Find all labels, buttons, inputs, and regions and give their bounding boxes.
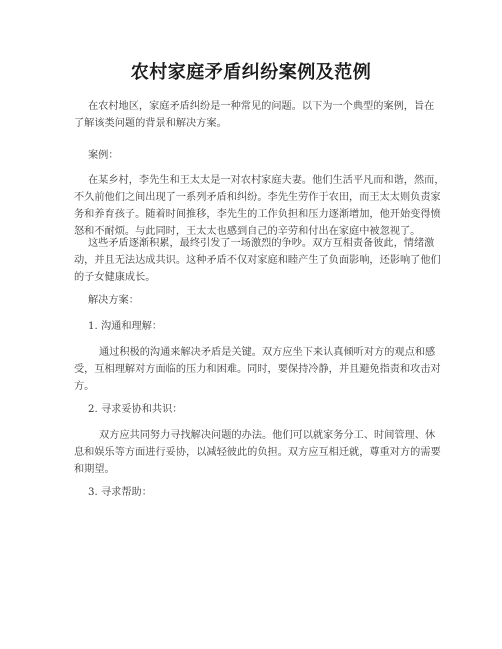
case-line: 这些矛盾逐渐积累，最终引发了一场激烈的争吵。双方互相责备彼此，情绪激	[88, 238, 435, 249]
item1-line: 方。	[74, 381, 95, 392]
case-line: 不久前他们之间出现了一系列矛盾和纠纷。李先生劳作于农田，而王太太则负责家	[74, 192, 441, 203]
item2-line: 息和娱乐等方面进行妥协，以减轻彼此的负担。双方应互相迁就，尊重对方的需要	[74, 447, 441, 458]
case-line: 动，并且无法达成共识。这种矛盾不仅对家庭和睦产生了负面影响，还影响了他们	[74, 255, 441, 266]
case-line: 怒和不耐烦。与此同时，王太太也感到自己的辛劳和付出在家庭中被忽视了。	[74, 226, 421, 237]
item1-line: 通过积极的沟通来解决矛盾是关键。双方应坐下来认真倾听对方的观点和感	[99, 347, 436, 358]
case-line: 在某乡村，李先生和王太太是一对农村家庭夫妻。他们生活平凡而和谐，然而，	[88, 175, 445, 186]
item2-heading: 2. 寻求妥协和共识：	[88, 404, 183, 415]
case-line: 务和养育孩子。随着时间推移，李先生的工作负担和压力逐渐增加，他开始变得愤	[74, 209, 441, 220]
item2-paragraph	[74, 427, 441, 478]
intro-line: 了解该类问题的背景和解决方案。	[74, 118, 227, 129]
case-line: 的子女健康成长。	[74, 272, 156, 283]
intro-line: 在农村地区，家庭矛盾纠纷是一种常见的问题。以下为一个典型的案例，旨在	[88, 101, 435, 112]
case-heading: 案例：	[88, 150, 119, 161]
item2-line: 双方应共同努力寻找解决问题的办法。他们可以就家务分工、时间管理、休	[99, 430, 436, 441]
item2-line: 和期望。	[74, 464, 115, 475]
solution-heading: 解决方案：	[88, 295, 139, 306]
item3-heading: 3. 寻求帮助：	[88, 487, 152, 498]
item1-line: 受，互相理解对方面临的压力和困难。同时，要保持冷静，并且避免指责和攻击对	[74, 364, 441, 375]
item1-paragraph	[74, 344, 441, 395]
case-paragraph-1	[74, 172, 445, 240]
case-paragraph-2	[74, 235, 441, 286]
document-title: 农村家庭矛盾纠纷案例及范例	[130, 62, 372, 83]
item1-heading: 1. 沟通和理解：	[88, 321, 163, 332]
intro-paragraph	[74, 98, 435, 132]
